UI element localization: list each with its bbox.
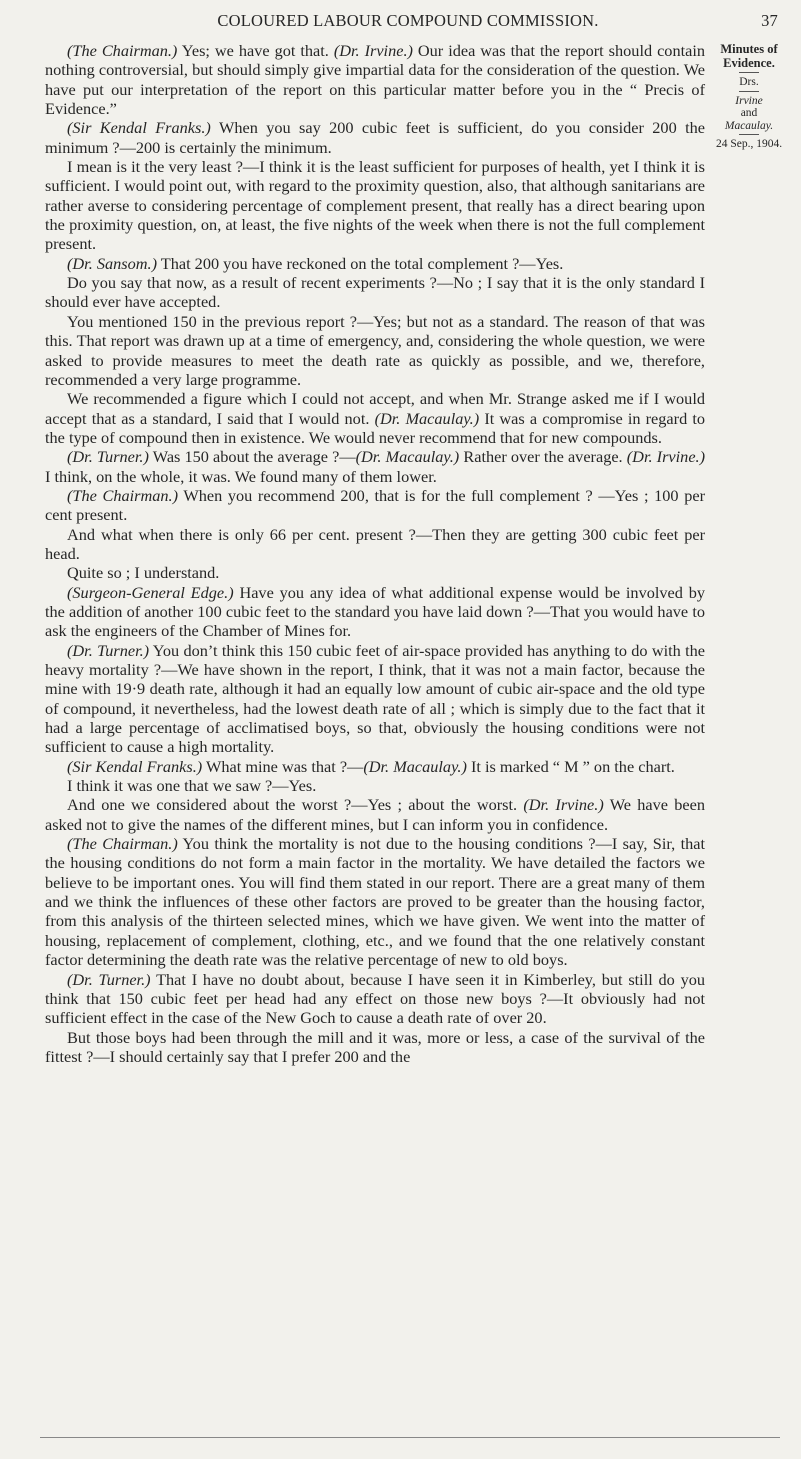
speaker-name: (Sir Kendal Franks.) bbox=[67, 756, 203, 776]
paragraph-text: We recommended a figure which I could not accept, and when Mr. Strange asked me if I would accept that as a standard, I said that I would not. bbox=[45, 389, 705, 428]
paragraph-text: Quite so ; I understand. bbox=[67, 563, 220, 583]
paragraph-text: It was a compromise in regard to the type of compound then in existence. We would never recommend that for new compounds. bbox=[45, 408, 706, 447]
speaker-name: (Dr. Irvine.) bbox=[626, 447, 706, 467]
margin-note bbox=[712, 43, 786, 151]
paragraph bbox=[45, 157, 705, 254]
margin-macaulay: Macaulay. bbox=[724, 119, 774, 132]
paragraph bbox=[45, 486, 705, 525]
speaker-name: (Dr. Macaulay.) bbox=[363, 756, 467, 776]
speaker-name: (Dr. Sansom.) bbox=[67, 253, 157, 273]
speaker-name: (Dr. Irvine.) bbox=[523, 795, 604, 815]
paragraph-text: I think it was one that we saw ?—Yes. bbox=[67, 776, 317, 796]
margin-rule bbox=[739, 134, 759, 135]
paragraph-text: And one we considered about the worst ?—Yes ; about the worst. bbox=[67, 795, 524, 815]
paragraph-text: We have been asked not to give the names of the different mines, but I can inform you in confidence. bbox=[45, 795, 705, 834]
margin-rule bbox=[739, 72, 759, 73]
speaker-name: (Surgeon-General Edge.) bbox=[67, 582, 234, 602]
paragraph-text: Yes; we have got that. bbox=[177, 41, 334, 60]
paragraph bbox=[45, 447, 705, 486]
speaker-name: (The Chairman.) bbox=[67, 834, 178, 854]
paragraph bbox=[45, 389, 705, 447]
paragraph-text: I think, on the whole, it was. We found many of them lower. bbox=[45, 466, 437, 486]
footer-rule bbox=[40, 1437, 780, 1438]
paragraph-text: I mean is it the very least ?—I think it is the least sufficient for purposes of health, yet I think it is sufficient. I would point out, with regard to the proximity question, also, that although sanitarians are rather averse to considering percentage of complement present, that really has a direct bearing upon the proximity question, on, at least, the five nights of the week when there is not the full complement present. bbox=[45, 157, 705, 254]
paragraph-text: Was 150 about the average ?— bbox=[148, 447, 356, 467]
paragraph-text: Do you say that now, as a result of recent experiments ?—No ; I say that it is the only standard I should ever have accepted. bbox=[45, 273, 705, 312]
paragraph-text: What mine was that ?— bbox=[202, 756, 364, 776]
paragraph bbox=[45, 118, 705, 157]
paragraph-text: It is marked “ M ” on the chart. bbox=[466, 756, 675, 776]
paragraph-text: You don’t think this 150 cubic feet of air-space provided has anything to do with the heavy mortality ?—We have shown in the report, I think, that it was not a main factor, because the mine with 19·9 death rate, although it had an equally low amount of cubic air-space and the old type of compound, it nevertheless, had the lowest death rate of all ; which is simply due to the fact that it had a large percentage of acclimatised boys, so that, obviously the housing conditions were not sufficient to cause a high mortality. bbox=[45, 640, 705, 757]
paragraph-text: When you say 200 cubic feet is sufficient, do you consider 200 the minimum ?—200 is certainly the minimum. bbox=[45, 118, 705, 157]
body-text bbox=[45, 41, 705, 1066]
paragraph-text: Our idea was that the report should contain nothing controversial, but should simply give impartial data for the consideration of the question. We have put our interpretation of the report on this particular matter before you in the “ Precis of Evidence.” bbox=[45, 41, 705, 119]
paragraph-text: And what when there is only 66 per cent. present ?—Then they are getting 300 cubic feet per head. bbox=[45, 524, 705, 563]
paragraph-text: Rather over the average. bbox=[459, 447, 627, 467]
speaker-name: (Dr. Macaulay.) bbox=[355, 447, 460, 467]
page-header bbox=[38, 11, 778, 35]
paragraph-text: That 200 you have reckoned on the total complement ?—Yes. bbox=[157, 253, 564, 273]
paragraph bbox=[45, 525, 705, 564]
paragraph bbox=[45, 254, 705, 273]
speaker-name: (Dr. Macaulay.) bbox=[374, 408, 480, 428]
speaker-name: (Dr. Turner.) bbox=[67, 447, 149, 467]
margin-and: and bbox=[740, 107, 758, 119]
paragraph-text: That I have no doubt about, because I have seen it in Kimberley, but still do you think that 150 cubic feet per head had any effect on those new boys ?—It obviously had not sufficient effect in the case of the New Goch to cause a death rate of over 20. bbox=[45, 969, 706, 1028]
paragraph bbox=[45, 273, 705, 312]
paragraph bbox=[45, 563, 705, 582]
speaker-name: (Dr. Turner.) bbox=[67, 640, 150, 660]
paragraph bbox=[45, 312, 705, 389]
paragraph bbox=[45, 795, 705, 834]
margin-irvine: Irvine bbox=[735, 94, 763, 107]
speaker-name: (The Chairman.) bbox=[67, 485, 179, 505]
speaker-name: (Dr. Turner.) bbox=[67, 969, 151, 989]
paragraph bbox=[45, 834, 705, 969]
paragraph bbox=[45, 970, 705, 1028]
margin-heading-1: Minutes of bbox=[720, 42, 778, 56]
paragraph-text: Have you any idea of what additional expense would be involved by the addition of another 100 cubic feet to the standard you have laid down ?—That you would have to ask the engineers of the Chamber of Mines for. bbox=[45, 582, 705, 641]
paragraph bbox=[45, 776, 705, 795]
page-number: 37 bbox=[761, 11, 778, 30]
paragraph bbox=[45, 757, 705, 776]
speaker-name: (Sir Kendal Franks.) bbox=[67, 118, 211, 138]
paragraph bbox=[45, 1028, 705, 1067]
margin-date: 24 Sep., 1904. bbox=[716, 138, 783, 150]
paragraph bbox=[45, 641, 705, 757]
speaker-name: (Dr. Irvine.) bbox=[333, 41, 413, 60]
margin-rule bbox=[739, 91, 759, 92]
margin-heading-2: Evidence. bbox=[723, 55, 775, 70]
paragraph-text: But those boys had been through the mill and it was, more or less, a case of the survival of the fittest ?—I should certainly say that I prefer 200 and the bbox=[45, 1027, 705, 1066]
paragraph-text: When you recommend 200, that is for the full complement ? —Yes ; 100 per cent present. bbox=[45, 485, 705, 525]
running-title: COLOURED LABOUR COMPOUND COMMISSION. bbox=[217, 11, 599, 30]
paragraph-text: You think the mortality is not due to the housing conditions ?—I say, Sir, that the housing conditions do not form a main factor in the mortality. We have detailed the factors we believe to be important ones. You will find them stated in our report. There are a great many of them and we think the influences of these other factors are proved to be greater than the housing factor, from this analysis of the thirteen selected mines, which we have given. We went into the matter of housing, replacement of complement, clothing, etc., and we found that the one relatively constant factor determining the death rate was the relative percentage of new to old boys. bbox=[45, 834, 705, 970]
speaker-name: (The Chairman.) bbox=[67, 41, 178, 60]
paragraph-text: You mentioned 150 in the previous report ?—Yes; but not as a standard. The reason of that was this. That report was drawn up at a time of emergency, and, considering the whole question, we were asked to provide measures to meet the death rate as quickly as possible, and we, therefore, recommended a very large programme. bbox=[45, 311, 705, 389]
margin-drs: Drs. bbox=[739, 76, 759, 88]
paragraph bbox=[45, 41, 705, 118]
paragraph bbox=[45, 583, 705, 641]
